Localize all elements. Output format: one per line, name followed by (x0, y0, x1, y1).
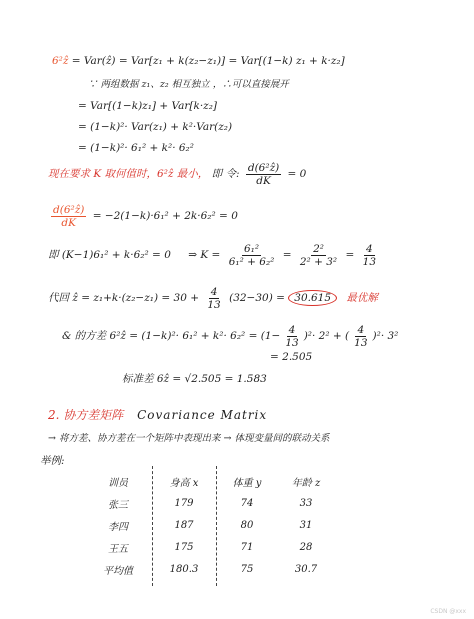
section-title-english: Covariance Matrix (137, 408, 268, 422)
equals-sign-2: = (345, 249, 355, 261)
table-cell: 李四 (108, 521, 128, 533)
derivative-fraction-2 (51, 204, 86, 229)
table-cell: 31 (299, 519, 313, 531)
variance-tail: )²· 3² (372, 330, 399, 342)
estimate-variance-line (62, 322, 398, 350)
variance-definition-expression: = Var(ẑ) = Var[z₁ + k(z₂−z₁)] = Var[(1−k) z₁ + k·z₂] (71, 55, 345, 67)
table-header-cell: 身高 x (169, 477, 199, 489)
expansion-step-1: = Var[(1−k)z₁] + Var[k·z₂] (78, 100, 218, 112)
table-column-divider (152, 466, 153, 586)
optimal-value-circled: 30.615 (288, 290, 337, 306)
section-title-chinese: 协方差矩阵 (63, 408, 124, 422)
section-heading (48, 408, 267, 422)
variance-fraction-2 (352, 324, 369, 349)
k-fraction-general-den: 6₁² + 6₂² (228, 255, 275, 268)
variance-fraction-1-num: 4 (288, 323, 296, 336)
table-cell: 74 (240, 497, 254, 509)
substitute-fraction-num: 4 (210, 285, 218, 298)
table-header-row (84, 470, 334, 492)
standard-deviation-line: 标准差 6ẑ = √2.505 = 1.583 (122, 373, 267, 385)
substitute-fraction (205, 286, 222, 311)
table-row (84, 536, 334, 558)
substitute-fraction-den: 13 (207, 298, 221, 311)
optimal-solution-label: 最优解 (346, 292, 378, 304)
table-cell: 30.7 (294, 563, 318, 575)
variance-fraction-1-den: 13 (285, 336, 299, 349)
k-fraction-result-den: 13 (362, 255, 377, 268)
substitute-difference: (32−30) = (229, 292, 285, 304)
let-label: 即 令: (211, 168, 240, 180)
derivative-line (48, 202, 238, 230)
table-header-cell: 训员 (108, 477, 128, 489)
variance-fraction-2-den: 13 (354, 336, 368, 349)
k-fraction-substituted-den: 2² + 3² (299, 255, 338, 268)
table-row (84, 558, 334, 580)
variance-middle: )²· 2² + ( (303, 330, 350, 342)
example-data-table (84, 470, 334, 580)
variance-fraction-1 (283, 324, 300, 349)
solve-k-line (48, 240, 381, 270)
derivative-denominator: dK (256, 174, 271, 187)
variance-result: = 2.505 (270, 351, 313, 363)
solve-k-equation: 即 (K−1)6₁² + k·6₂² = 0 (48, 249, 171, 261)
table-cell: 28 (299, 541, 313, 553)
table-cell: 187 (174, 519, 194, 531)
solve-k-arrow: ⇒ K = (188, 249, 221, 261)
table-row (84, 492, 334, 514)
substitute-back-line (48, 284, 378, 312)
minimize-condition-line (48, 160, 306, 188)
table-cell: 179 (174, 497, 194, 509)
k-fraction-substituted (298, 243, 339, 268)
table-cell: 王五 (108, 543, 128, 555)
estimate-variance-symbol: 6²ẑ (52, 55, 69, 67)
table-cell: 71 (240, 541, 254, 553)
table-cell: 175 (174, 541, 194, 553)
table-header-cell: 年龄 z (291, 477, 321, 489)
minimize-question-text: 现在要求 K 取何值时，6²ẑ 最小， (48, 168, 209, 180)
section-number: 2. (48, 408, 60, 422)
k-fraction-general (227, 243, 277, 268)
table-cell: 33 (299, 497, 313, 509)
table-cell: 张三 (108, 499, 128, 511)
k-fraction-result-num: 4 (365, 242, 373, 255)
table-cell: 75 (240, 563, 254, 575)
k-fraction-substituted-num: 2² (313, 242, 324, 255)
derivative-fraction (246, 162, 281, 187)
derivative-numerator: d(6²ẑ) (247, 161, 280, 174)
estimate-variance-expression: & 的方差 6²ẑ = (1−k)²· 6₁² + k²· 6₂² = (1− (62, 330, 281, 342)
equals-zero: = 0 (287, 168, 307, 180)
k-fraction-general-num: 6₁² (243, 242, 260, 255)
table-row (84, 514, 334, 536)
derivative-numerator-2: d(6²ẑ) (53, 203, 85, 216)
variance-definition-line (52, 54, 345, 68)
k-fraction-result (361, 243, 378, 268)
substitute-expression: 代回 ẑ = z₁+k·(z₂−z₁) = 30 + (48, 292, 200, 304)
table-cell: 平均值 (103, 565, 133, 577)
expansion-step-3: = (1−k)²· 6₁² + k²· 6₂² (78, 142, 194, 154)
independence-note: ∵ 两组数据 z₁、z₂ 相互独立 ，∴可以直接展开 (88, 79, 289, 90)
variance-fraction-2-num: 4 (357, 323, 365, 336)
table-column-divider (216, 466, 217, 586)
example-label: 举例: (40, 455, 65, 467)
derivative-expression: = −2(1−k)·6₁² + 2k·6₂² = 0 (92, 210, 238, 222)
watermark-text: CSDN @xxx (430, 608, 466, 615)
expansion-step-2: = (1−k)²· Var(z₁) + k²·Var(z₂) (78, 121, 233, 133)
covariance-description: → 将方差、协方差在一个矩阵中表现出来 → 体现变量间的联动关系 (48, 433, 330, 444)
table-cell: 80 (240, 519, 254, 531)
table-header-cell: 体重 y (232, 477, 262, 489)
derivative-denominator-2: dK (61, 216, 76, 229)
equals-sign: = (282, 249, 292, 261)
table-cell: 180.3 (169, 563, 199, 575)
